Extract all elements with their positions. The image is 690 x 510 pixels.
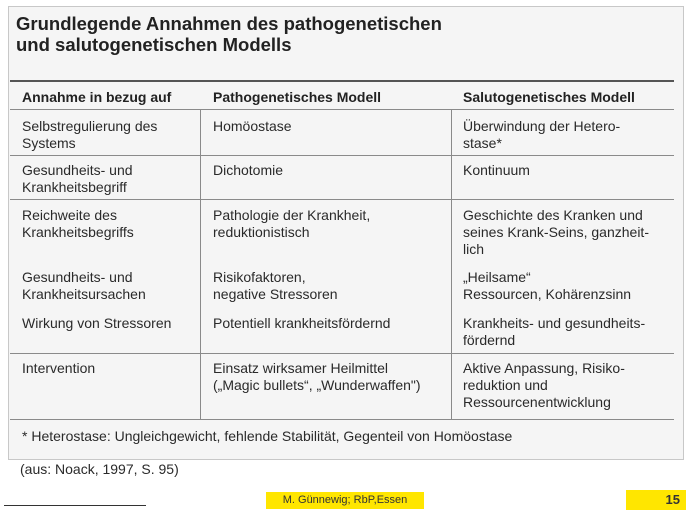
cell-line: „Heilsame“: [463, 269, 531, 285]
table-row-4-col-3: [463, 269, 631, 303]
cell-line: Aktive Anpassung, Risiko-: [463, 360, 625, 376]
table-row-4-col-1: [22, 269, 146, 303]
cell-line: fördernd: [463, 332, 516, 348]
footnote: * Heterostase: Ungleichgewicht, fehlende Stabilität, Gegenteil von Homöostase: [22, 428, 513, 444]
cell-line: Reichweite des: [22, 207, 117, 223]
cell-line: reduktionistisch: [213, 224, 310, 240]
cell-line: Krankheitsursachen: [22, 286, 146, 302]
cell-line: Überwindung der Hetero-: [463, 118, 621, 134]
title-line-1: Grundlegende Annahmen des pathogenetischen: [16, 13, 442, 34]
table-row-4-col-2: [213, 269, 338, 303]
cell-line: seines Krank-Seins, ganzheit-: [463, 224, 649, 240]
cell-line: Ressourcen, Kohärenzsinn: [463, 286, 632, 302]
cell-line: Krankheitsbegriffs: [22, 224, 134, 240]
cell-line: Kontinuum: [463, 162, 530, 178]
table-row-1-col-2: [213, 118, 292, 135]
cell-line: lich: [463, 241, 485, 257]
table-row-3-col-1: [22, 207, 134, 241]
title-line-2: und salutogenetischen Modells: [16, 34, 292, 55]
cell-line: Gesundheits- und: [22, 162, 133, 178]
cell-line: Homöostase: [213, 118, 292, 134]
table-row-6-col-2: [213, 360, 421, 394]
table-row-2-col-2: [213, 162, 283, 179]
slide-title: [16, 13, 616, 55]
table-row-5-col-1: [22, 315, 171, 332]
column-divider-1: [200, 110, 201, 419]
cell-line: Krankheits- und gesundheits-: [463, 315, 646, 331]
cell-line: Krankheitsbegriff: [22, 179, 127, 195]
footer-author: M. Günnewig; RbP,Essen: [266, 492, 424, 509]
page-number: 15: [626, 490, 686, 510]
table-top-rule: [10, 80, 674, 82]
table-row-3-col-3: [463, 207, 649, 258]
cell-line: Intervention: [22, 360, 96, 376]
footer-underline: [4, 505, 146, 506]
cell-line: Einsatz wirksamer Heilmittel: [213, 360, 389, 376]
cell-line: („Magic bullets“, „Wunderwaffen"): [213, 377, 421, 393]
cell-line: reduktion und: [463, 377, 548, 393]
cell-line: Dichotomie: [213, 162, 284, 178]
header-salutogenetisch: Salutogenetisches Modell: [463, 89, 635, 105]
table-row-1-col-3: [463, 118, 620, 152]
table-bottom-rule: [10, 419, 674, 420]
header-annahme: Annahme in bezug auf: [22, 89, 172, 105]
cell-line: Ressourcenentwicklung: [463, 394, 611, 410]
column-divider-2: [451, 110, 452, 419]
source-citation: (aus: Noack, 1997, S. 95): [20, 461, 179, 477]
header-rule: [10, 109, 674, 110]
table-row-5-col-2: [213, 315, 390, 332]
table-row-2-col-3: [463, 162, 530, 179]
cell-line: Wirkung von Stressoren: [22, 315, 172, 331]
table-row-6-col-1: [22, 360, 95, 377]
cell-line: stase*: [463, 135, 502, 151]
cell-line: Geschichte des Kranken und: [463, 207, 643, 223]
cell-line: Pathologie der Krankheit,: [213, 207, 371, 223]
table-row-3-col-2: [213, 207, 370, 241]
table-row-6-col-3: [463, 360, 625, 411]
row-rule-1: [10, 155, 674, 156]
table-row-2-col-1: [22, 162, 133, 196]
cell-line: Selbstregulierung des: [22, 118, 158, 134]
table-row-1-col-1: [22, 118, 157, 152]
cell-line: Risikofaktoren,: [213, 269, 306, 285]
cell-line: Systems: [22, 135, 76, 151]
table-row-5-col-3: [463, 315, 645, 349]
cell-line: Gesundheits- und: [22, 269, 133, 285]
row-rule-2: [10, 199, 674, 200]
cell-line: Potentiell krankheitsfördernd: [213, 315, 391, 331]
row-rule-3: [10, 353, 674, 354]
header-pathogenetisch: Pathogenetisches Modell: [213, 89, 382, 105]
cell-line: negative Stressoren: [213, 286, 338, 302]
